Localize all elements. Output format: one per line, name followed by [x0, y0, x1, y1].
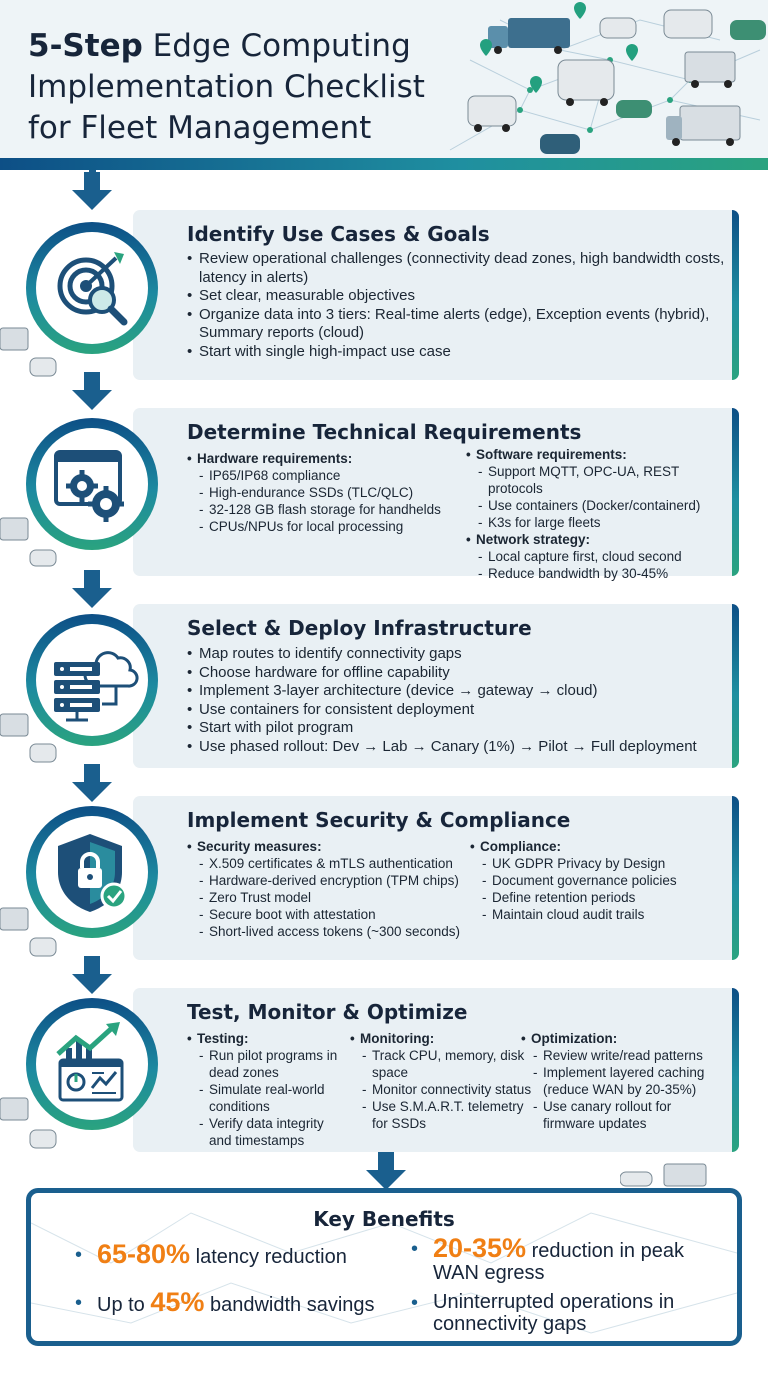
step-bullet-list: [187, 250, 727, 361]
list-item: - 32-128 GB flash storage for handhelds: [187, 501, 457, 518]
benefit-prefix: Up to: [97, 1294, 145, 1316]
list-item: - X.509 certificates & mTLS authentication: [187, 855, 477, 872]
list-item: - Track CPU, memory, disk space: [350, 1047, 540, 1081]
list-item: - Support MQTT, OPC-UA, REST protocols: [466, 463, 732, 497]
list-item: - K3s for large fleets: [466, 514, 732, 531]
list-item: - Short-lived access tokens (~300 seconds): [187, 923, 477, 940]
list-item: • Use containers for consistent deployment: [187, 701, 727, 720]
step-title: Implement Security & Compliance: [187, 808, 571, 832]
benefit-item: [411, 1233, 733, 1284]
list-item: - Document governance policies: [470, 872, 730, 889]
list-item: - Reduce bandwidth by 30-45%: [466, 565, 732, 582]
list-item: - Maintain cloud audit trails: [470, 906, 730, 923]
target-icon: [36, 232, 148, 344]
bullet-dot: •: [411, 1292, 419, 1314]
hardware-column: [187, 450, 457, 535]
testing-column: [187, 1030, 347, 1149]
vehicles-decoration: [620, 1162, 710, 1188]
growth-chart-icon: [36, 1008, 148, 1120]
list-item: - Review write/read patterns: [521, 1047, 726, 1064]
bullet-dot: •: [411, 1238, 419, 1260]
list-item: - Zero Trust model: [187, 889, 477, 906]
arrow-down-icon: [72, 570, 112, 610]
benefits-title: Key Benefits: [313, 1207, 455, 1231]
benefit-text: latency reduction: [195, 1246, 347, 1268]
list-item: - Secure boot with attestation: [187, 906, 477, 923]
column-heading: • Hardware requirements:: [187, 450, 457, 467]
card-accent-edge: [732, 604, 739, 768]
bullet-dot: •: [75, 1244, 83, 1266]
list-item: • Choose hardware for offline capability: [187, 664, 727, 683]
card-accent-edge: [732, 210, 739, 380]
list-item: - Local capture first, cloud second: [466, 548, 732, 565]
step-card-use-cases: [133, 210, 739, 380]
arrow-down-icon: [366, 1152, 406, 1192]
optimization-column: [521, 1030, 726, 1132]
list-item: • Set clear, measurable objectives: [187, 287, 727, 306]
step-title: Determine Technical Requirements: [187, 420, 582, 444]
list-item: - Define retention periods: [470, 889, 730, 906]
list-item: • Start with pilot program: [187, 719, 727, 738]
list-item: - Use canary rollout for firmware updates: [521, 1098, 726, 1132]
software-network-column: [466, 446, 732, 582]
benefit-item: [411, 1291, 733, 1335]
step-title: Select & Deploy Infrastructure: [187, 616, 532, 640]
list-item: • Start with single high-impact use case: [187, 343, 727, 362]
list-item: • Review operational challenges (connectivity dead zones, high bandwidth costs, latency in alerts): [187, 250, 727, 287]
list-item: - CPUs/NPUs for local processing: [187, 518, 457, 535]
list-item: • Organize data into 3 tiers: Real-time alerts (edge), Exception events (hybrid), Summary reports (cloud): [187, 306, 727, 343]
security-column: [187, 838, 477, 940]
server-cloud-icon: [36, 624, 148, 736]
arrow-down-icon: [72, 764, 112, 804]
key-benefits-panel: [26, 1188, 742, 1346]
benefit-item: [75, 1239, 427, 1269]
arrow-down-icon: [72, 956, 112, 996]
card-accent-edge: [732, 988, 739, 1152]
step-icon-ring: [26, 614, 158, 746]
column-heading: • Network strategy:: [466, 531, 732, 548]
step-icon-ring: [26, 806, 158, 938]
benefit-text: Uninterrupted operations in connectivity gaps: [433, 1291, 675, 1335]
list-item: - Simulate real-world conditions: [187, 1081, 347, 1115]
bullet-dot: •: [75, 1292, 83, 1314]
column-heading: • Security measures:: [187, 838, 477, 855]
list-item: - Implement layered caching (reduce WAN by 20-35%): [521, 1064, 726, 1098]
step-card-infrastructure: [133, 604, 739, 768]
benefit-item: [75, 1287, 427, 1317]
list-item: - High-endurance SSDs (TLC/QLC): [187, 484, 457, 501]
list-item: • Map routes to identify connectivity gaps: [187, 645, 727, 664]
benefit-stat: 20-35%: [433, 1233, 527, 1263]
step-card-security: [133, 796, 739, 960]
list-item: • Use phased rollout: Dev → Lab → Canary (1%) → Pilot → Full deployment: [187, 738, 727, 757]
gears-window-icon: [36, 428, 148, 540]
monitoring-column: [350, 1030, 540, 1132]
column-heading: • Testing:: [187, 1030, 347, 1047]
header-banner: [0, 0, 768, 162]
card-accent-edge: [732, 796, 739, 960]
step-card-test-monitor: [133, 988, 739, 1152]
list-item: - Verify data integrity and timestamps: [187, 1115, 347, 1149]
list-item: - Use containers (Docker/containerd): [466, 497, 732, 514]
compliance-column: [470, 838, 730, 923]
fleet-network-illustration: [440, 0, 768, 158]
column-heading: • Software requirements:: [466, 446, 732, 463]
benefit-text: bandwidth savings: [209, 1294, 375, 1316]
list-item: - Use S.M.A.R.T. telemetry for SSDs: [350, 1098, 540, 1132]
list-item: - Run pilot programs in dead zones: [187, 1047, 347, 1081]
page-title: 5-Step Edge Computing Implementation Checklist for Fleet Management: [28, 28, 425, 146]
shield-lock-icon: [36, 816, 148, 928]
list-item: - Monitor connectivity status: [350, 1081, 540, 1098]
column-heading: • Optimization:: [521, 1030, 726, 1047]
arrow-down-icon: [72, 372, 112, 412]
list-item: • Implement 3-layer architecture (device → gateway → cloud): [187, 682, 727, 701]
step-bullet-list: [187, 645, 727, 756]
step-title: Identify Use Cases & Goals: [187, 222, 490, 246]
list-item: - Hardware-derived encryption (TPM chips): [187, 872, 477, 889]
step-icon-ring: [26, 998, 158, 1130]
column-heading: • Compliance:: [470, 838, 730, 855]
arrow-down-icon: [72, 172, 112, 212]
header-divider: [0, 158, 768, 170]
step-icon-ring: [26, 418, 158, 550]
list-item: - IP65/IP68 compliance: [187, 467, 457, 484]
step-card-technical-requirements: [133, 408, 739, 581]
step-title: Test, Monitor & Optimize: [187, 1000, 468, 1024]
benefit-text: reduction in peak WAN egress: [433, 1240, 684, 1284]
column-heading: • Monitoring:: [350, 1030, 540, 1047]
card-accent-edge: [732, 408, 739, 576]
step-icon-ring: [26, 222, 158, 354]
list-item: - UK GDPR Privacy by Design: [470, 855, 730, 872]
benefit-stat: 65-80%: [97, 1239, 191, 1269]
benefit-stat: 45%: [150, 1287, 205, 1317]
